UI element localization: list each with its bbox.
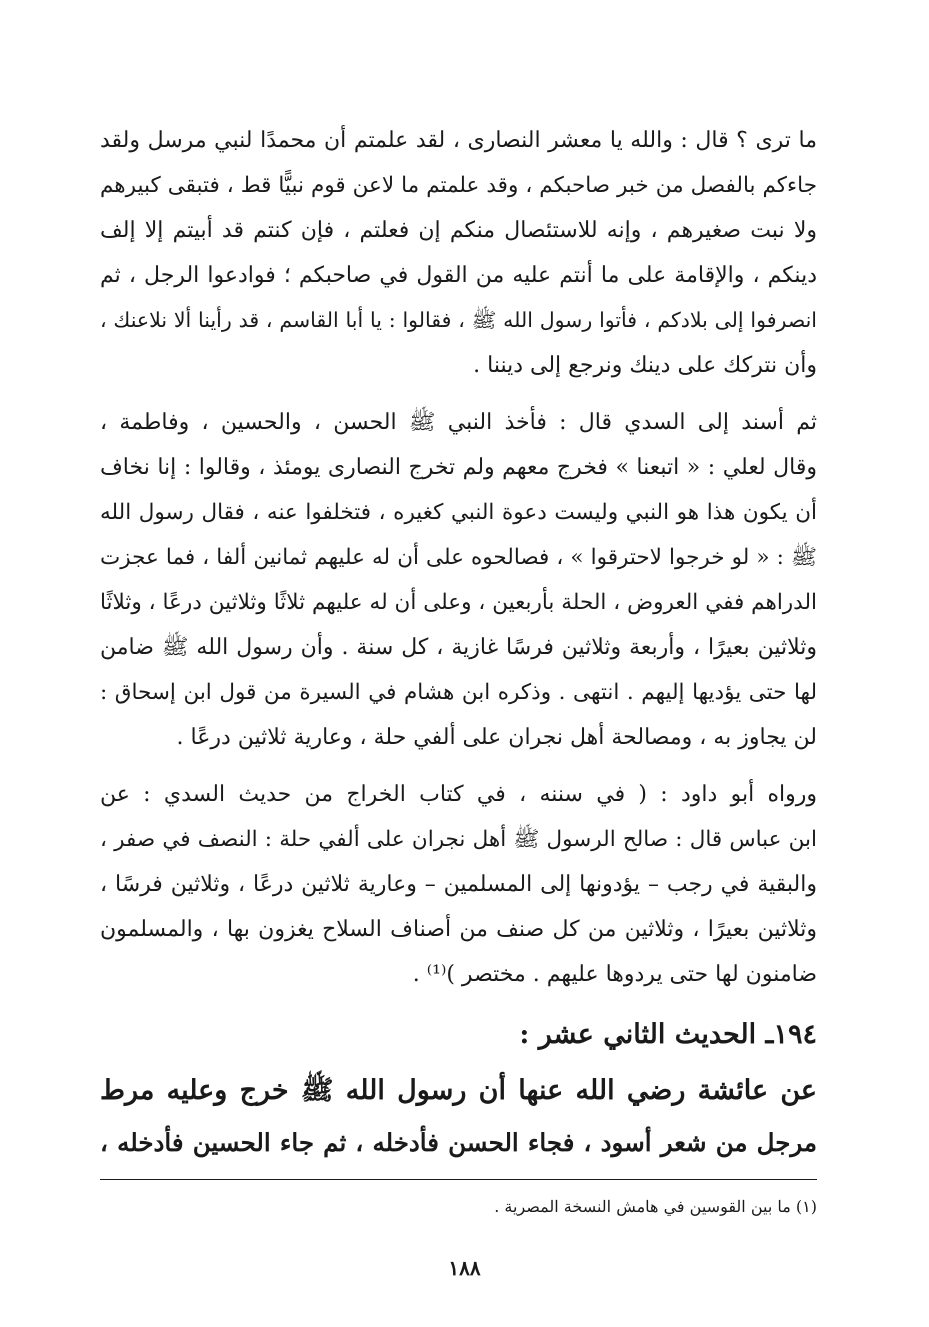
text-line: الدراهم ففي العروض ، الحلة بأربعين ، وعلى أن له عليهم ثلاثًا وثلاثين درعًا ، وثلاثًا [100, 590, 817, 615]
paragraph-1 [100, 118, 817, 388]
text-line: والبقية في رجب – يؤدونها إلى المسلمين – وعارية ثلاثين درعًا ، وثلاثين فرسًا ، [100, 872, 817, 897]
text-line: ضامنون لها حتى يردوها عليهم . مختصر )⁽¹⁾ . [412, 962, 817, 987]
footnote-divider [100, 1179, 817, 1180]
text-line: لها حتى يؤديها إليهم . انتهى . وذكره ابن هشام في السيرة من قول ابن إسحاق : [100, 680, 817, 705]
text-line: ﷺ : « لو خرجوا لاحترقوا » ، فصالحوه على أن له عليهم ثمانين ألفا ، فما عجزت [100, 545, 817, 570]
text-line: جاءكم بالفصل من خبر صاحبكم ، وقد علمتم ما لاعن قوم نبيًّا قط ، فتبقى كبيرهم [100, 173, 817, 198]
text-line: ما ترى ؟ قال : والله يا معشر النصارى ، لقد علمتم أن محمدًا لنبي مرسل ولقد [100, 128, 817, 153]
text-line: وثلاثين بعيرًا ، وثلاثين من كل صنف من أصناف السلاح يغزون بها ، والمسلمون [100, 917, 817, 942]
text-column [100, 118, 817, 1220]
page-number: ١٨٨ [448, 1256, 481, 1280]
text-line: ولا نبت صغيرهم ، وإنه للاستئصال منكم إن فعلتم ، فإن كنتم قد أبيتم إلا إلف [100, 218, 817, 243]
text-line: لن يجاوز به ، ومصالحة أهل نجران على ألفي حلة ، وعارية ثلاثين درعًا . [176, 725, 817, 750]
text-line: ابن عباس قال : صالح الرسول ﷺ أهل نجران على ألفي حلة : النصف في صفر ، [100, 827, 817, 852]
hadith-heading: ١٩٤ـ الحديث الثاني عشر : [519, 1019, 817, 1050]
hadith-line: عن عائشة رضي الله عنها أن رسول الله ﷺ خرج وعليه مرط [100, 1075, 817, 1106]
text-line: ورواه أبو داود : ( في سننه ، في كتاب الخراج من حديث السدي : عن [100, 782, 817, 807]
footnote: (١) ما بين القوسين في هامش النسخة المصرية . [494, 1197, 817, 1216]
text-line: دينكم ، والإقامة على ما أنتم عليه من القول في صاحبكم ؛ فوادعوا الرجل ، ثم [100, 263, 817, 288]
paragraph-2 [100, 400, 817, 760]
text-line: ثم أسند إلى السدي قال : فأخذ النبي ﷺ الحسن ، والحسين ، وفاطمة ، [100, 410, 817, 435]
text-line: وثلاثين بعيرًا ، وأربعة وثلاثين فرسًا غازية ، كل سنة . وأن رسول الله ﷺ ضامن [100, 635, 817, 660]
paragraph-3 [100, 772, 817, 997]
hadith-line: مرجل من شعر أسود ، فجاء الحسن فأدخله ، ثم جاء الحسين فأدخله ، [100, 1128, 817, 1157]
text-line: وأن نتركك على دينك ونرجع إلى ديننا . [473, 353, 817, 378]
text-line: أن يكون هذا هو النبي وليست دعوة النبي كغيره ، فتخلفوا عنه ، فقال رسول الله [100, 500, 817, 525]
text-line: وقال لعلي : « اتبعنا » فخرج معهم ولم تخرج النصارى يومئذ ، وقالوا : إنا نخاف [100, 455, 817, 480]
text-line: انصرفوا إلى بلادكم ، فأتوا رسول الله ﷺ ، فقالوا : يا أبا القاسم ، قد رأينا ألا نلاعنك ، [100, 308, 817, 332]
hadith-text [100, 1065, 817, 1169]
